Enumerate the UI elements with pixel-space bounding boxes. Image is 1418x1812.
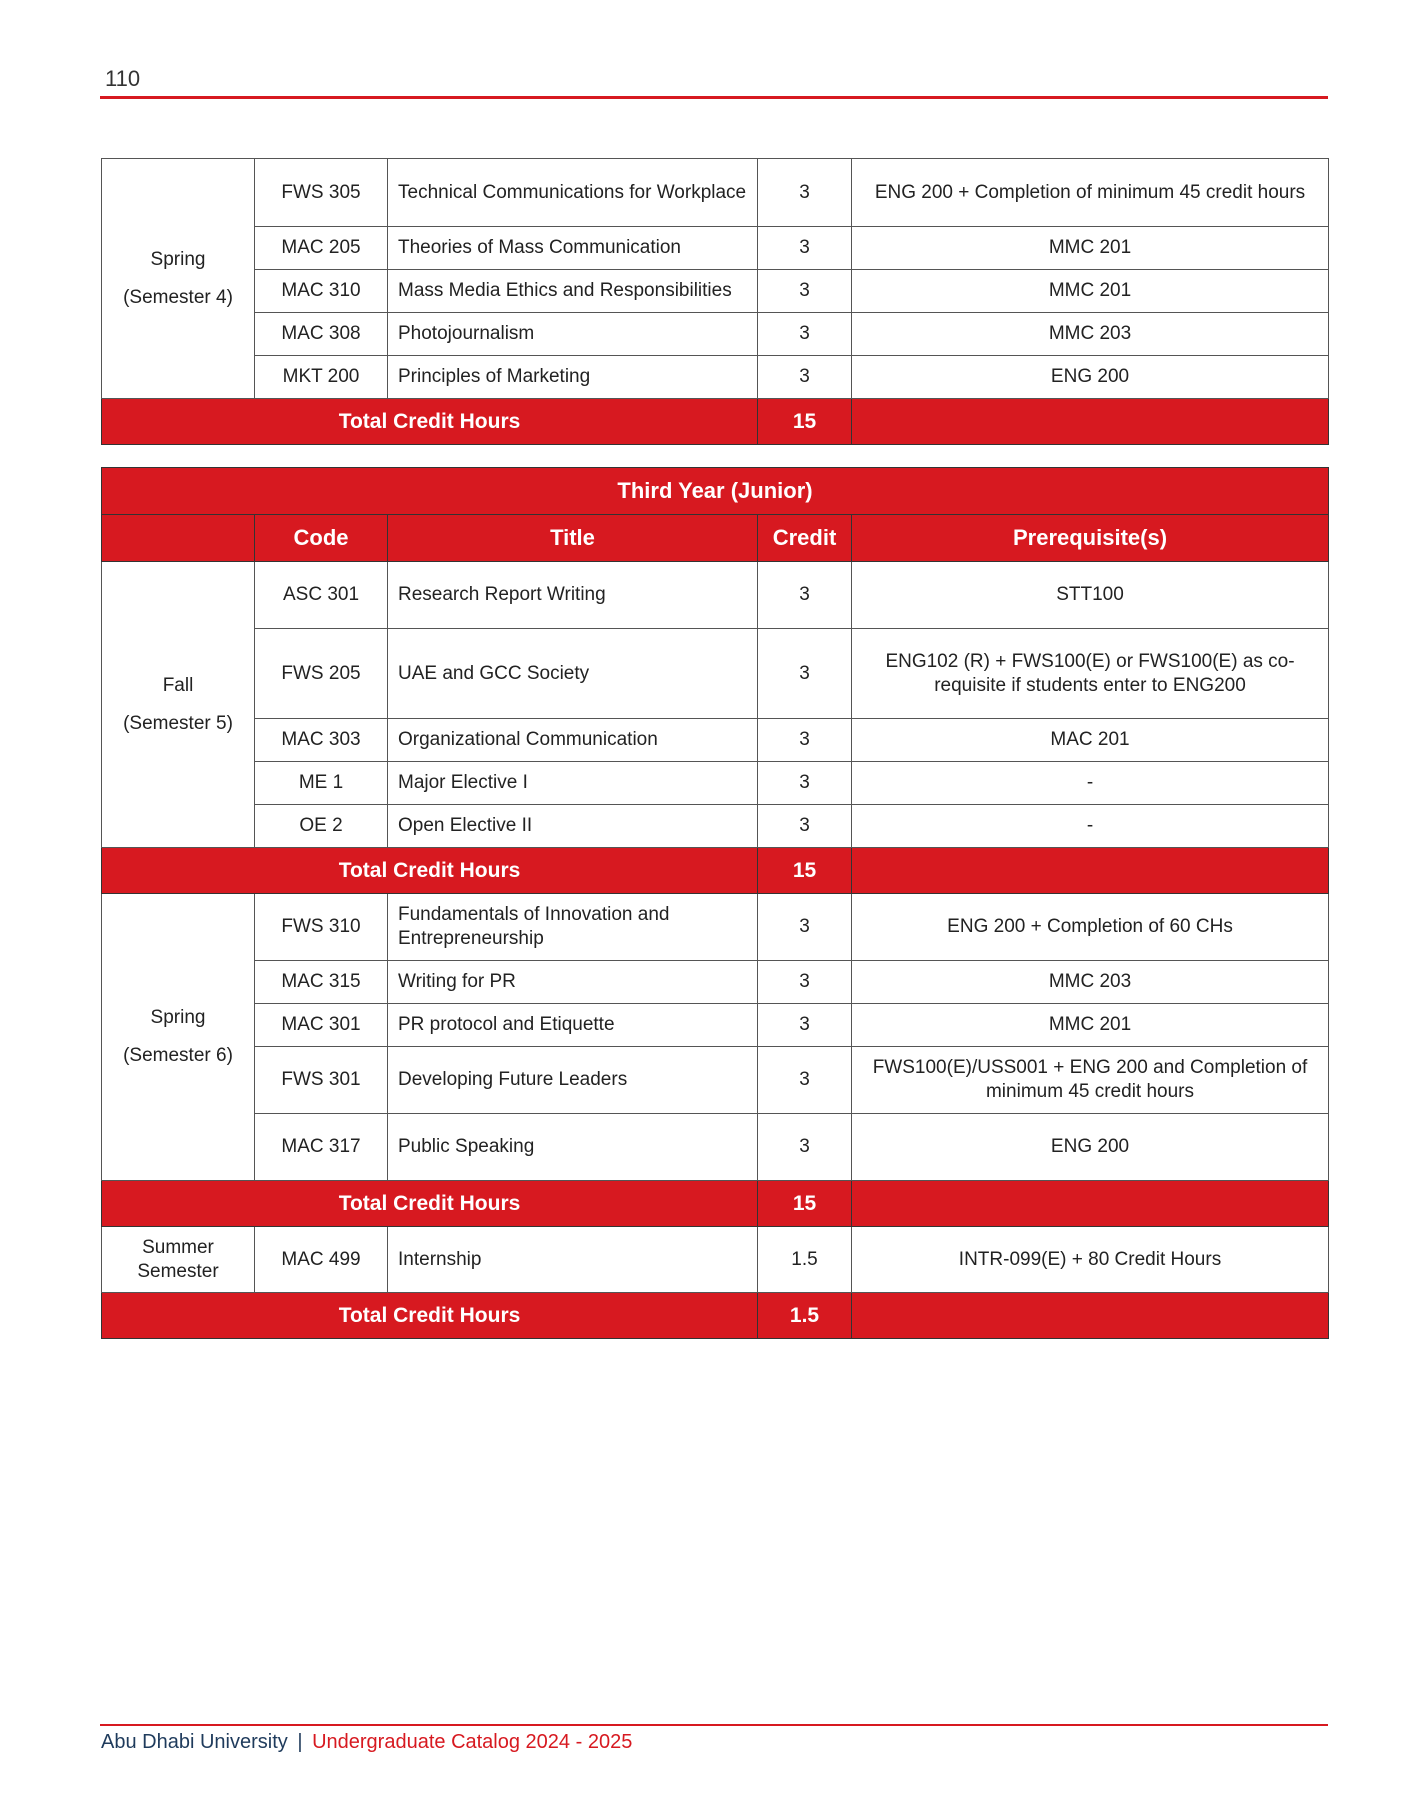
year-heading-row <box>102 468 1329 515</box>
course-credit: 1.5 <box>758 1227 852 1293</box>
column-header-code: Code <box>255 515 388 562</box>
course-prerequisite: MMC 203 <box>852 313 1329 356</box>
table-row <box>102 356 1329 399</box>
course-code: OE 2 <box>255 805 388 848</box>
semester-cell <box>102 894 255 1181</box>
column-header-credit: Credit <box>758 515 852 562</box>
course-code: MAC 315 <box>255 961 388 1004</box>
course-prerequisite: MMC 201 <box>852 1004 1329 1047</box>
page-footer <box>101 1731 632 1754</box>
semester-cell <box>102 1227 255 1293</box>
course-code: MAC 301 <box>255 1004 388 1047</box>
course-code: FWS 301 <box>255 1047 388 1114</box>
course-prerequisite: STT100 <box>852 562 1329 629</box>
total-credit-label: Total Credit Hours <box>102 399 758 445</box>
table-row <box>102 1227 1329 1293</box>
course-title: Public Speaking <box>388 1114 758 1181</box>
course-title: PR protocol and Etiquette <box>388 1004 758 1047</box>
course-credit: 3 <box>758 227 852 270</box>
course-prerequisite: ENG 200 <box>852 1114 1329 1181</box>
course-title: Writing for PR <box>388 961 758 1004</box>
year-heading: Third Year (Junior) <box>102 468 1329 515</box>
course-prerequisite: MMC 201 <box>852 270 1329 313</box>
course-prerequisite: INTR-099(E) + 80 Credit Hours <box>852 1227 1329 1293</box>
course-code: MAC 308 <box>255 313 388 356</box>
course-credit: 3 <box>758 562 852 629</box>
semester-label: Fall <box>162 674 194 696</box>
course-title: Fundamentals of Innovation and Entrepreneurship <box>388 894 758 961</box>
total-credit-empty <box>852 1293 1329 1339</box>
total-credit-value: 15 <box>758 848 852 894</box>
total-credit-label: Total Credit Hours <box>102 848 758 894</box>
course-title: Mass Media Ethics and Responsibilities <box>388 270 758 313</box>
table-row <box>102 159 1329 227</box>
total-credit-label: Total Credit Hours <box>102 1293 758 1339</box>
course-title: Theories of Mass Communication <box>388 227 758 270</box>
course-title: Open Elective II <box>388 805 758 848</box>
course-title: Major Elective I <box>388 762 758 805</box>
footer-rule <box>100 1724 1328 1726</box>
semester-cell <box>102 562 255 848</box>
course-code: ASC 301 <box>255 562 388 629</box>
course-credit: 3 <box>758 270 852 313</box>
total-credit-row <box>102 848 1329 894</box>
table-row <box>102 270 1329 313</box>
course-credit: 3 <box>758 629 852 719</box>
course-credit: 3 <box>758 1114 852 1181</box>
course-code: MAC 310 <box>255 270 388 313</box>
course-code: MAC 303 <box>255 719 388 762</box>
course-prerequisite: ENG102 (R) + FWS100(E) or FWS100(E) as co-requisite if students enter to ENG200 <box>852 629 1329 719</box>
column-header-prerequisites: Prerequisite(s) <box>852 515 1329 562</box>
total-credit-empty <box>852 399 1329 445</box>
course-prerequisite: ENG 200 + Completion of 60 CHs <box>852 894 1329 961</box>
course-credit: 3 <box>758 762 852 805</box>
course-credit: 3 <box>758 961 852 1004</box>
table-row <box>102 762 1329 805</box>
footer-separator: | <box>297 1731 303 1753</box>
semester-number: (Semester 4) <box>123 286 233 308</box>
course-code: FWS 305 <box>255 159 388 227</box>
semester-number: (Semester 6) <box>123 1045 233 1066</box>
total-credit-empty <box>852 848 1329 894</box>
course-credit: 3 <box>758 1047 852 1114</box>
course-title: Developing Future Leaders <box>388 1047 758 1114</box>
course-title: Research Report Writing <box>388 562 758 629</box>
course-credit: 3 <box>758 159 852 227</box>
course-prerequisite: MAC 201 <box>852 719 1329 762</box>
total-credit-value: 15 <box>758 1181 852 1227</box>
spring-semester-4-table <box>101 158 1329 445</box>
course-code: MAC 317 <box>255 1114 388 1181</box>
course-credit: 3 <box>758 894 852 961</box>
table-row <box>102 313 1329 356</box>
total-credit-row <box>102 399 1329 445</box>
course-credit: 3 <box>758 313 852 356</box>
header-rule <box>100 96 1328 99</box>
total-credit-row <box>102 1293 1329 1339</box>
semester-label: Spring <box>150 1007 206 1028</box>
course-title: UAE and GCC Society <box>388 629 758 719</box>
column-header-semester <box>102 515 255 562</box>
table-row <box>102 1047 1329 1114</box>
course-credit: 3 <box>758 719 852 762</box>
table-row <box>102 227 1329 270</box>
semester-label: Spring <box>150 248 206 270</box>
table-row <box>102 562 1329 629</box>
course-credit: 3 <box>758 356 852 399</box>
footer-catalog: Undergraduate Catalog 2024 - 2025 <box>312 1731 633 1753</box>
semester-cell <box>102 159 255 399</box>
total-credit-value: 15 <box>758 399 852 445</box>
course-prerequisite: ENG 200 + Completion of minimum 45 credit hours <box>852 159 1329 227</box>
total-credit-row <box>102 1181 1329 1227</box>
third-year-table <box>101 467 1329 1339</box>
column-header-title: Title <box>388 515 758 562</box>
course-code: MKT 200 <box>255 356 388 399</box>
course-credit: 3 <box>758 1004 852 1047</box>
course-code: MAC 205 <box>255 227 388 270</box>
table-row <box>102 629 1329 719</box>
course-code: FWS 310 <box>255 894 388 961</box>
table-row <box>102 961 1329 1004</box>
total-credit-empty <box>852 1181 1329 1227</box>
course-prerequisite: MMC 203 <box>852 961 1329 1004</box>
course-title: Internship <box>388 1227 758 1293</box>
course-title: Photojournalism <box>388 313 758 356</box>
course-prerequisite: FWS100(E)/USS001 + ENG 200 and Completion of minimum 45 credit hours <box>852 1047 1329 1114</box>
table-row <box>102 719 1329 762</box>
course-prerequisite: ENG 200 <box>852 356 1329 399</box>
course-title: Technical Communications for Workplace <box>388 159 758 227</box>
total-credit-value: 1.5 <box>758 1293 852 1339</box>
course-code: FWS 205 <box>255 629 388 719</box>
course-credit: 3 <box>758 805 852 848</box>
table-row <box>102 1004 1329 1047</box>
course-title: Principles of Marketing <box>388 356 758 399</box>
table-row <box>102 1114 1329 1181</box>
table-row <box>102 894 1329 961</box>
course-prerequisite: - <box>852 805 1329 848</box>
table-row <box>102 805 1329 848</box>
column-header-row <box>102 515 1329 562</box>
semester-number: (Semester 5) <box>123 712 233 734</box>
course-prerequisite: - <box>852 762 1329 805</box>
course-prerequisite: MMC 201 <box>852 227 1329 270</box>
course-title: Organizational Communication <box>388 719 758 762</box>
total-credit-label: Total Credit Hours <box>102 1181 758 1227</box>
course-code: MAC 499 <box>255 1227 388 1293</box>
footer-university: Abu Dhabi University <box>101 1731 288 1753</box>
semester-label: Summer Semester <box>137 1236 219 1282</box>
course-code: ME 1 <box>255 762 388 805</box>
page-number: 110 <box>105 66 141 91</box>
